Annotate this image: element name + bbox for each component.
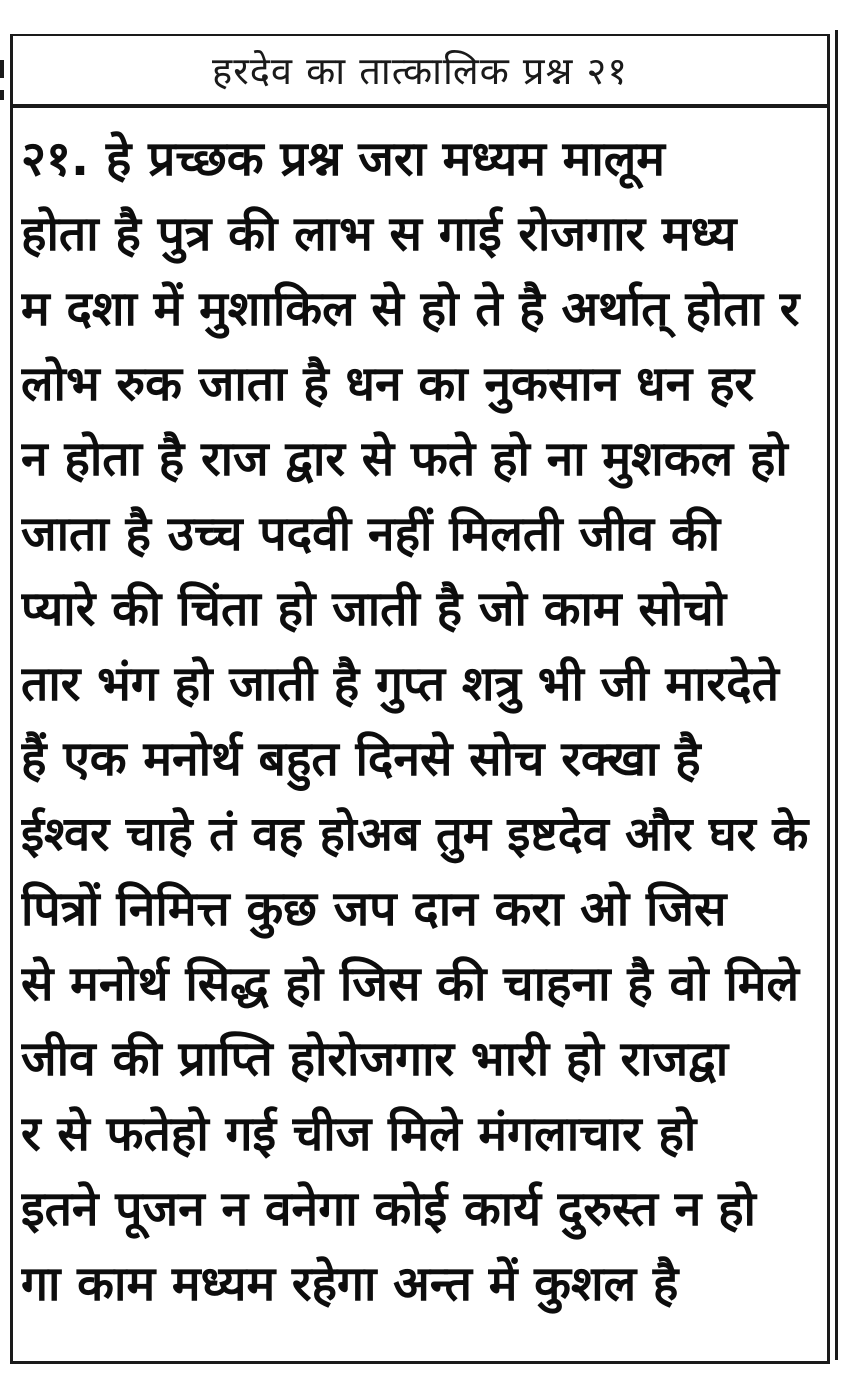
page-header <box>13 36 827 108</box>
text-line: इतने पूजन न वनेगा कोई कार्य दुरुस्त न हो <box>21 1181 756 1237</box>
text-line: म दशा में मुशाकिल से हो ते है अर्थात् होता र <box>21 281 800 337</box>
text-line: हैं एक मनोर्थ बहुत दिनसे सोच रक्खा है <box>21 731 701 787</box>
text-line: गा काम मध्यम रहेगा अन्त में कुशल है <box>21 1256 679 1312</box>
scan-edge-mark <box>0 90 4 100</box>
page-frame <box>10 34 830 1364</box>
page-title: हरदेव का तात्कालिक प्रश्न २१ <box>212 49 628 93</box>
text-line: ईश्वर चाहे तं वह होअब तुम इष्टदेव और घर के <box>21 807 809 862</box>
text-line: न होता है राज द्वार से फते हो ना मुशकल हो <box>21 431 788 487</box>
text-line: पित्रों निमित्त कुछ जप दान करा ओ जिस <box>21 881 727 937</box>
text-line: र से फतेहो गई चीज मिले मंगलाचार हो <box>21 1106 697 1162</box>
text-line: जाता है उच्च पदवी नहीं मिलती जीव की <box>21 506 721 562</box>
text-line: होता है पुत्र की लाभ स गाई रोजगार मध्य <box>21 206 737 262</box>
text-line: प्यारे की चिंता हो जाती है जो काम सोचो <box>21 581 727 637</box>
text-line: जीव की प्राप्ति होरोजगार भारी हो राजद्वा <box>21 1031 729 1087</box>
body-text <box>21 122 821 1322</box>
page-border-right <box>835 30 838 1360</box>
text-line: २१. हे प्रच्छक प्रश्न जरा मध्यम मालूम <box>21 131 666 187</box>
text-line: से मनोर्थ सिद्ध हो जिस की चाहना है वो मिले <box>21 956 799 1012</box>
scan-edge-mark <box>0 70 4 78</box>
text-line: तार भंग हो जाती है गुप्त शत्रु भी जी मारदेते <box>21 656 779 712</box>
text-line: लोभ रुक जाता है धन का नुकसान धन हर <box>21 356 755 412</box>
